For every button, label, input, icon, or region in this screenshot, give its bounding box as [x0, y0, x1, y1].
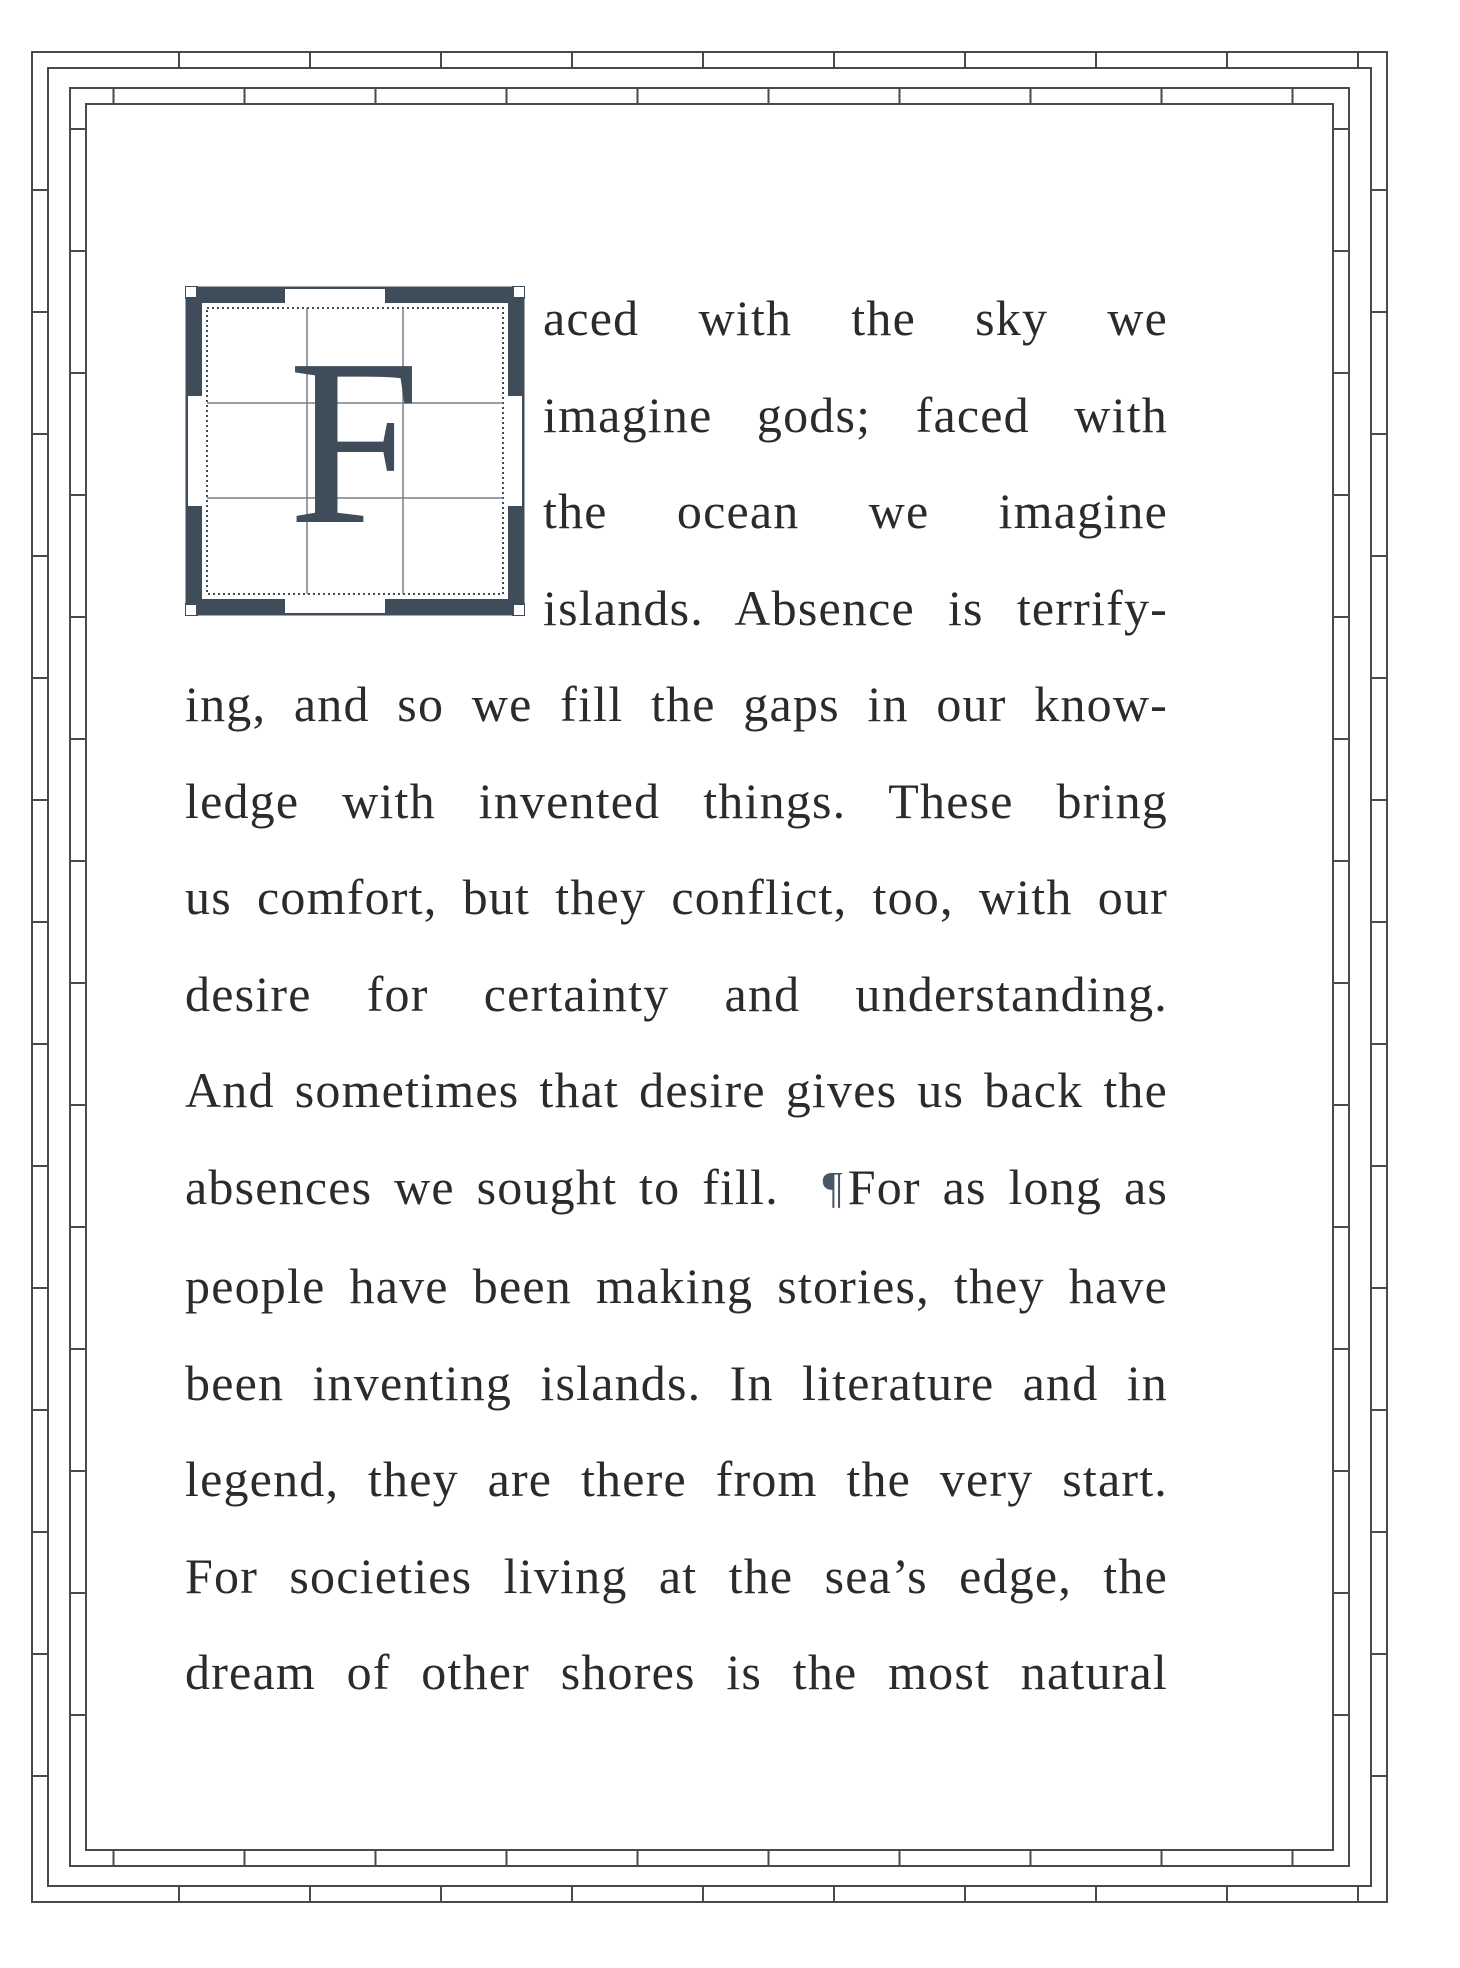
text-line: desire for certainty and understanding. [185, 965, 1168, 1022]
text-line: us comfort, but they conflict, too, with our [185, 869, 1168, 925]
text-line-with-pilcrow [185, 1139, 1168, 1239]
body-text [185, 270, 1168, 1721]
text-segment: For as long as [847, 1158, 1169, 1215]
text-line: people have been making stories, they have [185, 1258, 1168, 1314]
text-line: imagine gods; faced with [543, 386, 1168, 443]
text-line: aced with the sky we [543, 290, 1168, 346]
text-line: ing, and so we fill the gaps in our know- [185, 676, 1168, 732]
text-line: legend, they are there from the very start. [185, 1451, 1168, 1507]
text-line: And sometimes that desire gives us back the [185, 1062, 1168, 1118]
drop-cap [185, 286, 525, 616]
text-line: ledge with invented things. These bring [185, 772, 1168, 829]
text-segment: absences we sought to fill. [185, 1158, 779, 1215]
drop-cap-letter: F [288, 311, 422, 574]
pilcrow-icon: ¶ [822, 1162, 844, 1212]
text-line: islands. Absence is terrify- [543, 579, 1168, 636]
text-line: been inventing islands. In literature and in [185, 1354, 1168, 1411]
text-line: dream of other shores is the most natural [185, 1644, 1168, 1700]
text-line: For societies living at the sea’s edge, the [185, 1547, 1168, 1604]
text-line: the ocean we imagine [543, 483, 1168, 539]
